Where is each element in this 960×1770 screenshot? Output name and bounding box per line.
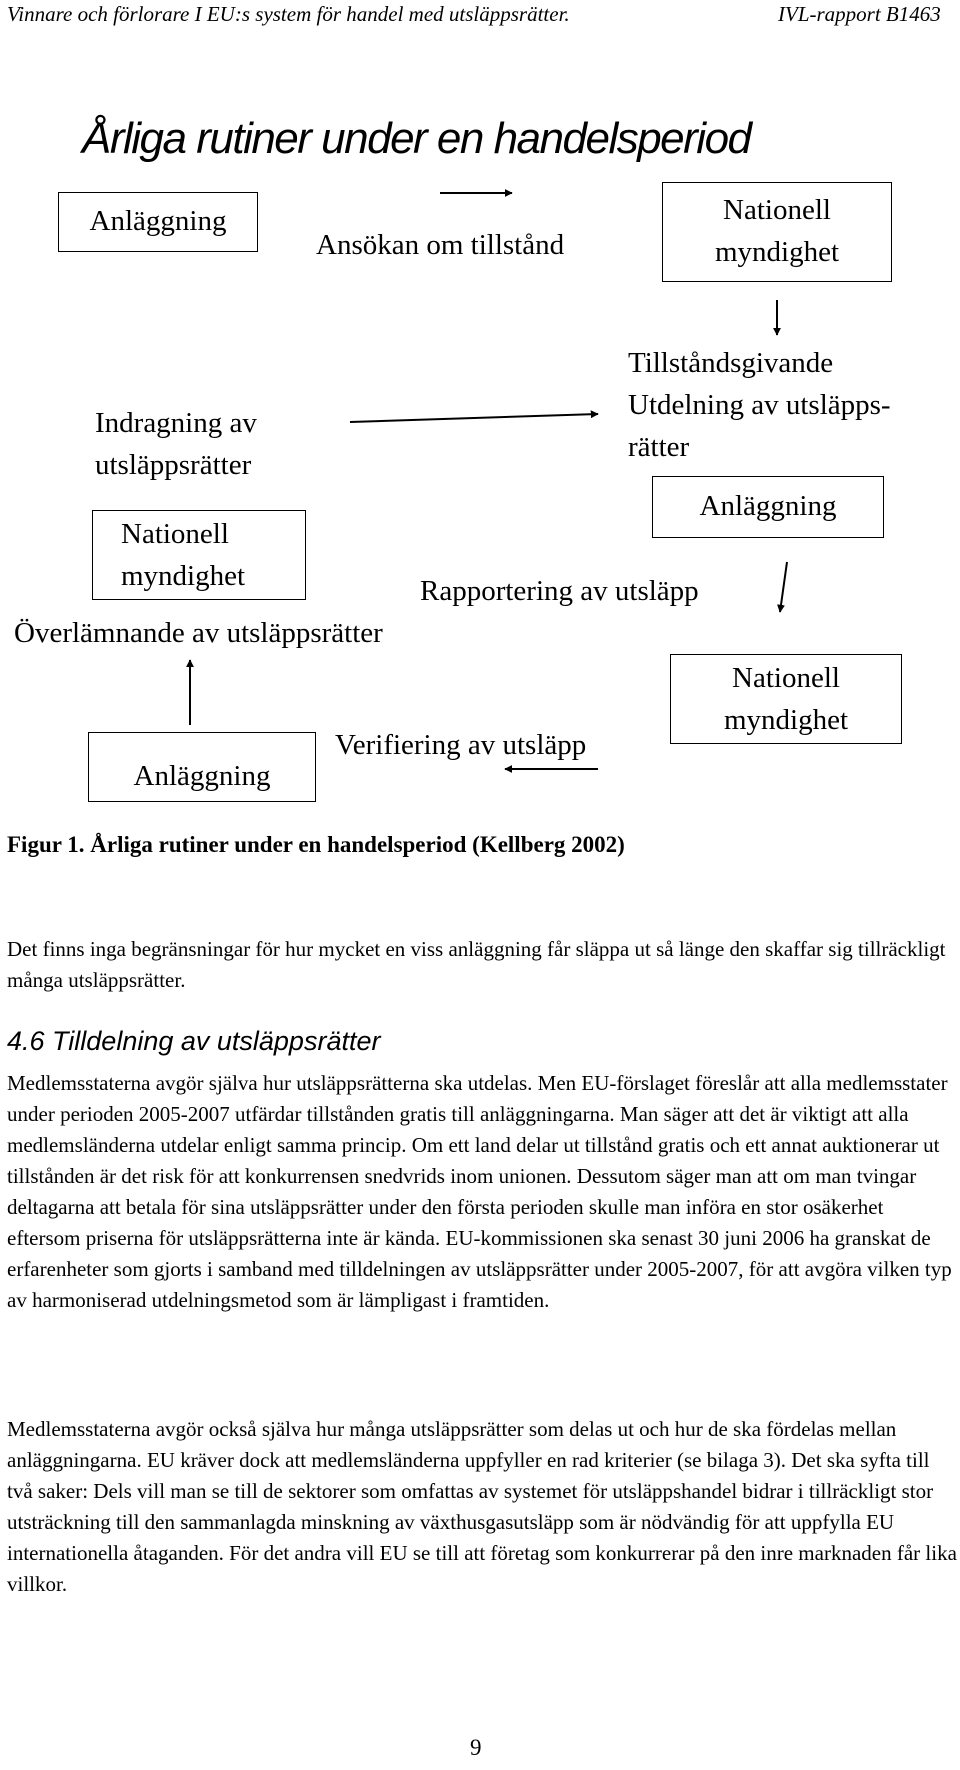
label-withdrawal-line-1: Indragning av (95, 407, 257, 439)
label-permit: Tillståndsgivande (628, 347, 834, 379)
figure-caption: Figur 1. Årliga rutiner under en handelsperiod (Kellberg 2002) (7, 832, 625, 857)
label-application: Ansökan om tillstånd (316, 229, 565, 261)
box-authority-permit-line-2: myndighet (714, 236, 840, 268)
arrow-withdrawal (350, 414, 598, 422)
arrow-reporting (780, 562, 787, 612)
box-authority-verification-line-1: Nationell (732, 662, 840, 694)
paragraph-3: Medlemsstaterna avgör också själva hur många utsläppsrätter som delas ut och hur de ska fördelas mellan anläggningarna. EU kräver dock att medlemsländerna uppfyller en rad kriterier (se bilaga 3). Det ska syfta till två saker: Dels vill man se till de sektorer som omfattas av systemet för utsläppshandel bidrar i tillräckligt stor utsträckning till den sammanlagda minskning av växthusgasutsläpp som är nödvändig för att uppfylla EU internationella åtaganden. För det andra vill EU se till att företag som konkurrerar på den inre marknaden får lika villkor. (7, 1417, 957, 1596)
box-authority-withdrawal-line-1: Nationell (121, 518, 229, 550)
box-facility-surrender-label: Anläggning (133, 760, 271, 792)
section-heading: 4.6 Tilldelning av utsläppsrätter (7, 1026, 381, 1056)
running-header-title: Vinnare och förlorare I EU:s system för handel med utsläppsrätter. (7, 2, 570, 26)
box-authority-verification-line-2: myndighet (723, 704, 849, 736)
box-facility-reporting-label: Anläggning (699, 490, 837, 522)
box-facility-application-label: Anläggning (89, 205, 227, 237)
paragraph-2: Medlemsstaterna avgör själva hur utsläppsrätterna ska utdelas. Men EU-förslaget föreslår att alla medlemsstater under perioden 2005-2007 utfärdar tillstånden gratis till anläggningarna. Man säger att det är viktigt att alla medlemsländerna utdelar enligt samma princip. Om ett land delar ut tillstånd gratis och ett annat auktionerar ut tillstånden är det risk för att konkurrensen snedvrids inom unionen. Dessutom säger man att om man tvingar deltagarna att betala för sina utsläppsrätter under den första perioden skulle man införa en stor osäkerhet eftersom priserna för utsläppsrätterna inte är kända. EU-kommissionen ska senast 30 juni 2006 ha granskat de erfarenheter som gjorts i samband med tilldelningen av utsläppsrätter under 2005-2007, för att avgöra vilken typ av harmoniserad utdelningsmetod som är lämpligast i framtiden. (7, 1071, 952, 1312)
diagram-arrows (0, 0, 960, 820)
label-allocation-line-2: rätter (628, 431, 690, 463)
box-authority-permit-line-1: Nationell (723, 194, 831, 226)
label-verification: Verifiering av utsläpp (335, 729, 587, 761)
label-surrender: Överlämnande av utsläppsrätter (14, 617, 383, 649)
box-authority-withdrawal-line-2: myndighet (121, 560, 246, 592)
label-allocation-line-1: Utdelning av utsläpps- (628, 389, 891, 421)
running-header-report-id: IVL-rapport B1463 (778, 2, 941, 26)
label-reporting: Rapportering av utsläpp (420, 575, 699, 607)
paragraph-1: Det finns inga begränsningar för hur mycket en viss anläggning får släppa ut så länge den skaffar sig tillräckligt många utsläppsrätter. (7, 937, 946, 992)
diagram-title: Årliga rutiner under en handelsperiod (82, 114, 751, 163)
label-withdrawal-line-2: utsläppsrätter (95, 449, 252, 481)
page-number: 9 (470, 1735, 482, 1760)
